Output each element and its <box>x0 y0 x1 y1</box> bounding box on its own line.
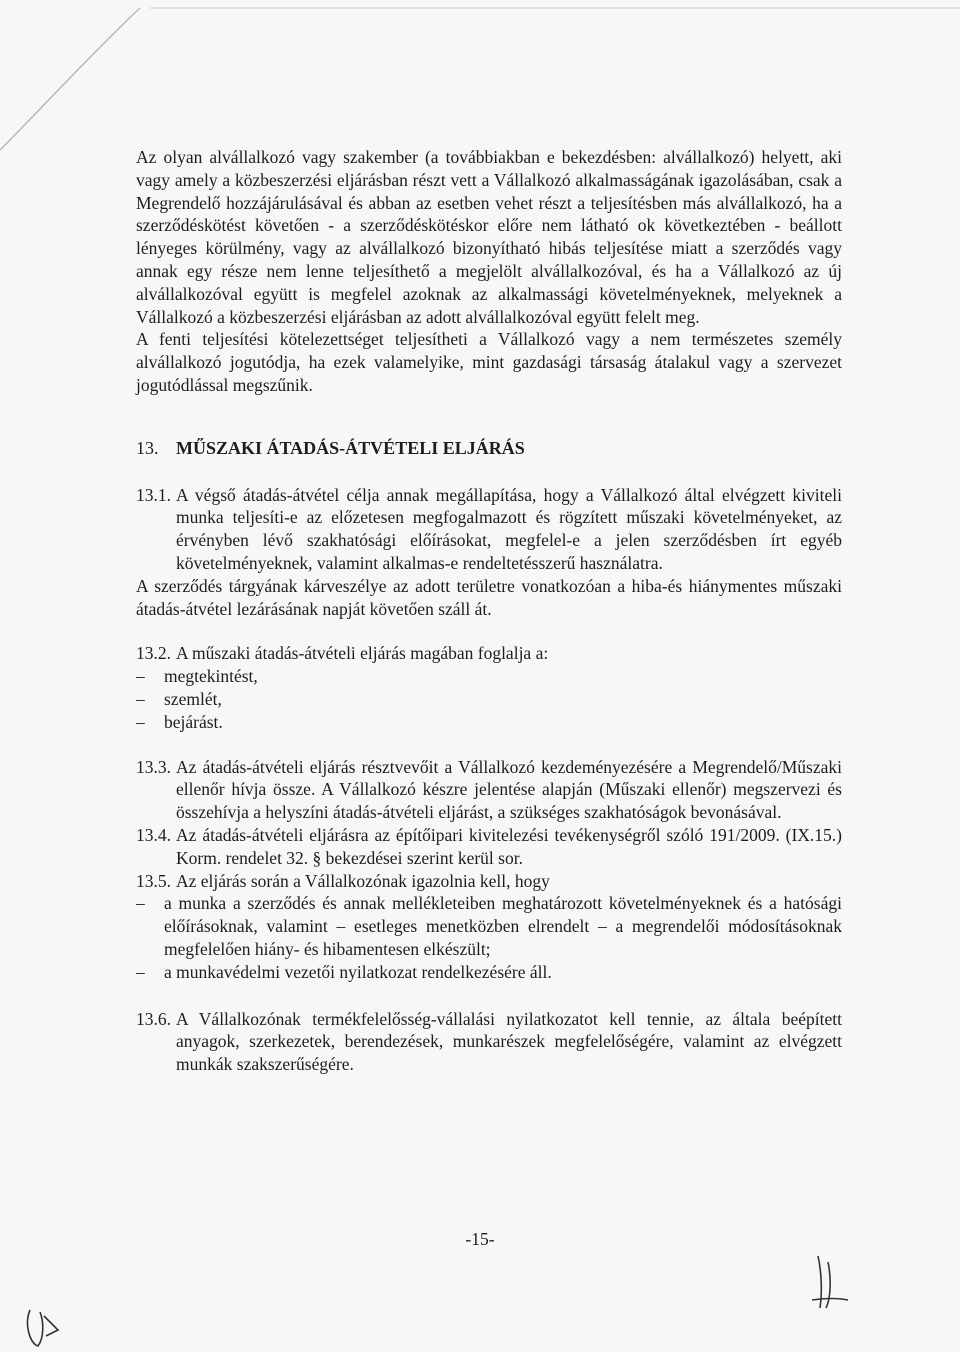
list-item: – a munka a szerződés és annak mellékleteiben meghatározott követelményeknek és a hatósági előírásoknak, valamint – esetleges menetközben elrendelt – a megrendelői módosításoknak megfelelően hiány- és hibamentesen elkészült; <box>136 893 842 959</box>
clause-text: Az átadás-átvételi eljárásra az építőipari kivitelezési tevékenységről szóló 191/2009. (IX.15.) Korm. rendelet 32. § bekezdései szerint kerül sor. <box>176 824 842 868</box>
clause-text: Az eljárás során a Vállalkozónak igazolnia kell, hogy <box>176 870 550 891</box>
initials-mark-left <box>28 1310 58 1346</box>
initials-mark-right <box>812 1256 848 1308</box>
clause-text: Az átadás-átvételi eljárás résztvevőit a Vállalkozó kezdeményezésére a Megrendelő/Műszaki ellenőr hívja össze. A Vállalkozó készre jelentése alapján (Műszaki ellenőr) megszervezi és összehívja a helyszíni átadás-átvételi eljárást, a szükséges szakhatóságok bevonásával. <box>176 756 842 823</box>
clause-text: A Vállalkozónak termékfelelősség-vállalási nyilatkozatot kell tennie, az általa beépített anyagok, szerkezetek, berendezések, munkarészek megfelelőségére, valamint az elvégzett munkák szakszerűségére. <box>176 1008 842 1075</box>
dash-icon: – <box>136 711 145 732</box>
list-item: – bejárást. <box>136 711 223 732</box>
fold-shadow-line <box>0 8 140 150</box>
page-number: -15- <box>465 1229 495 1249</box>
dash-icon: – <box>136 688 145 709</box>
clause-number: 13.6. <box>136 1008 171 1029</box>
intro-paragraph-2: A fenti teljesítési kötelezettséget teljesítheti a Vállalkozó vagy a nem természetes személy alvállalkozó jogutódja, ha ezek valamelyike, mint gazdasági társaság átalakul vagy a szervezet jogutódlással megszűnik. <box>136 329 842 395</box>
clause-13-1 <box>136 484 842 575</box>
clause-number: 13.3. <box>136 756 171 777</box>
dash-icon: – <box>136 961 145 982</box>
clause-13-4 <box>136 824 842 870</box>
dash-icon: – <box>136 893 145 914</box>
clause-13-3 <box>136 756 842 824</box>
intro-paragraph-1: Az olyan alvállalkozó vagy szakember (a továbbiakban e bekezdésben: alvállalkozó) helyett, aki vagy amely a közbeszerzési eljárásban részt vett a Vállalkozó alkalmasságának igazolásában, csak a Megrendelő hozzájárulásával és abban az esetben vehet részt a teljesítésben más alvállalkozó, ha a szerződéskötést követően - a szerződéskötéskor előre nem látható ok következtében - beállott lényeges körülmény, vagy az alvállalkozó bizonyítható hibás teljesítése miatt a szerződés vagy annak egy része nem lenne teljesíthető a megjelölt alvállalkozóval, és ha a Vállalkozó az új alvállalkozóval együtt is megfelel azoknak az alkalmassági követelményeknek, melyeknek a Vállalkozó a közbeszerzési eljárásban az adott alvállalkozóval együtt felelt meg. <box>136 147 842 327</box>
clause-text: A végső átadás-átvétel célja annak megállapítása, hogy a Vállalkozó által elvégzett kiviteli munka teljesíti-e az előzetesen megfogalmazott és rögzített műszaki követelményeket, az érvényben lévő szakhatósági előírásokat, megfelel-e a jelen szerződésben írt egyéb követelményeknek, valamint alkalmas-e rendeltetésszerű használatra. <box>176 484 842 573</box>
clause-13-2 <box>136 642 842 665</box>
document-page <box>136 146 842 1076</box>
clause-number: 13.5. <box>136 870 171 891</box>
clause-text: A műszaki átadás-átvételi eljárás magában foglalja a: <box>176 643 549 664</box>
dash-icon: – <box>136 666 145 687</box>
section-title: MŰSZAKI ÁTADÁS-ÁTVÉTELI ELJÁRÁS <box>176 437 525 458</box>
section-number: 13. <box>136 437 159 458</box>
clause-13-6 <box>136 1008 842 1076</box>
clause-number: 13.4. <box>136 824 171 845</box>
inspection-list <box>136 665 842 733</box>
clause-13-5 <box>136 870 842 893</box>
verification-list <box>136 892 842 983</box>
clause-number: 13.1. <box>136 484 171 505</box>
clause-13-1-risk-text: A szerződés tárgyának kárveszélye az adott területre vonatkozóan a hiba-és hiánymentes műszaki átadás-átvétel lezárásának napját követően száll át. <box>136 575 842 619</box>
clause-number: 13.2. <box>136 643 171 664</box>
section-13-heading <box>136 437 842 460</box>
list-item: – a munkavédelmi vezetői nyilatkozat rendelkezésére áll. <box>136 961 552 982</box>
list-item: – szemlét, <box>136 688 222 709</box>
list-item: – megtekintést, <box>136 666 258 687</box>
